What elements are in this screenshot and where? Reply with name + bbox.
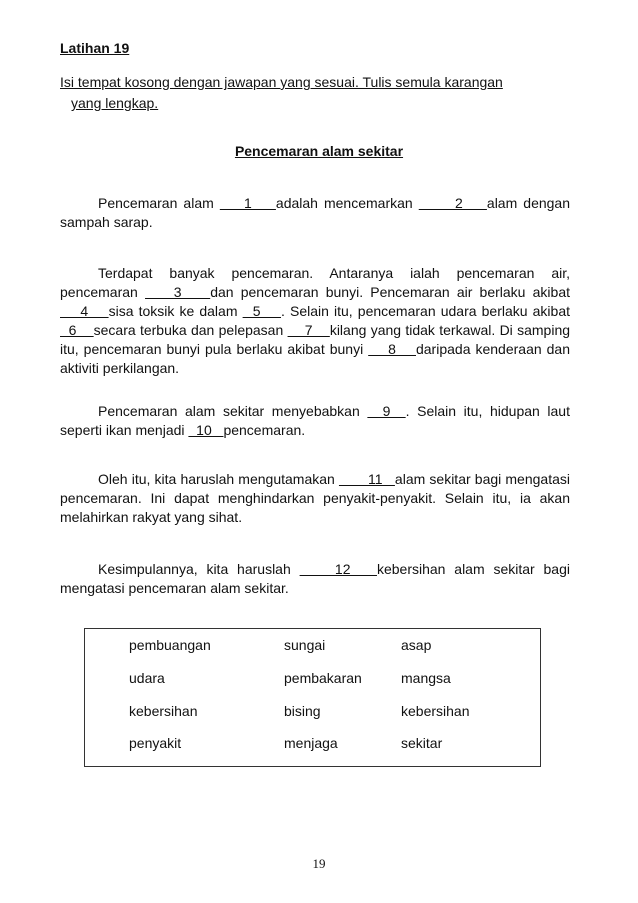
word-item: sungai — [284, 637, 326, 653]
exercise-title: Latihan 19 — [60, 40, 130, 56]
p4-text-1: Oleh itu, kita haruslah mengutamakan — [98, 471, 339, 487]
word-item: bising — [284, 703, 321, 719]
p3-text-2: . Selain itu, hidupan laut seperti ikan menjadi — [60, 403, 570, 438]
blank-11: 11 — [338, 471, 395, 487]
blank-10: 10 — [188, 422, 224, 438]
p1-text-1: Pencemaran alam — [98, 195, 220, 211]
essay-heading: Pencemaran alam sekitar — [234, 143, 404, 159]
paragraph-5 — [60, 560, 570, 598]
word-item: kebersihan — [129, 703, 198, 719]
p2-text-7: daripada kenderaan dan aktiviti perkilangan. — [60, 341, 570, 376]
blank-5: 5 — [242, 303, 281, 319]
blank-1: 1 — [219, 195, 276, 211]
p2-text-1: Terdapat banyak pencemaran. Antaranya ialah pencemaran air, pencemaran — [60, 265, 570, 300]
p3-text-1: Pencemaran alam sekitar menyebabkan — [98, 403, 368, 419]
paragraph-1 — [60, 194, 570, 232]
word-item: menjaga — [284, 735, 338, 751]
blank-2: 2 — [418, 195, 487, 211]
instruction-line-2: yang lengkap. — [71, 95, 159, 111]
p2-text-2: dan pencemaran bunyi. Pencemaran air berlaku akibat — [210, 284, 571, 300]
p2-text-4: . Selain itu, pencemaran udara berlaku akibat — [281, 303, 570, 319]
p2-text-5: secara terbuka dan pelepasan — [93, 322, 288, 338]
blank-3: 3 — [145, 284, 211, 300]
blank-4: 4 — [60, 303, 109, 319]
word-item: udara — [129, 670, 165, 686]
page-number: 19 — [312, 856, 326, 871]
word-item: sekitar — [401, 735, 443, 751]
p1-text-3: alam dengan sampah sarap. — [60, 195, 571, 230]
paragraph-2 — [60, 264, 570, 378]
p4-text-2: alam sekitar bagi mengatasi pencemaran. Ini dapat menghindarkan penyakit-penyakit. Selain itu, ia akan melahirkan rakyat yang sihat. — [60, 471, 570, 525]
word-item: kebersihan — [401, 703, 470, 719]
paragraph-3 — [60, 402, 570, 440]
p1-text-2: adalah mencemarkan — [275, 195, 419, 211]
blank-7: 7 — [287, 322, 330, 338]
p5-text-2: kebersihan alam sekitar bagi mengatasi pencemaran alam sekitar. — [60, 561, 570, 596]
blank-8: 8 — [368, 341, 416, 357]
instruction-line-1: Isi tempat kosong dengan jawapan yang sesuai. Tulis semula karangan — [60, 74, 503, 90]
word-item: mangsa — [401, 670, 451, 686]
word-item: pembakaran — [284, 670, 362, 686]
word-item: pembuangan — [129, 637, 211, 653]
word-item: asap — [401, 637, 432, 653]
blank-12: 12 — [299, 561, 377, 577]
p2-text-3: sisa toksik ke dalam — [108, 303, 243, 319]
p5-text-1: Kesimpulannya, kita haruslah — [98, 561, 300, 577]
word-item: penyakit — [129, 735, 182, 751]
blank-6: 6 — [60, 322, 94, 338]
p3-text-3: pencemaran. — [223, 422, 306, 438]
blank-9: 9 — [367, 403, 406, 419]
word-bank-box — [84, 628, 541, 767]
p2-text-6: kilang yang tidak terkawal. Di samping itu, pencemaran bunyi pula berlaku akibat bunyi — [60, 322, 571, 357]
paragraph-4 — [60, 470, 570, 527]
instruction — [60, 72, 572, 114]
